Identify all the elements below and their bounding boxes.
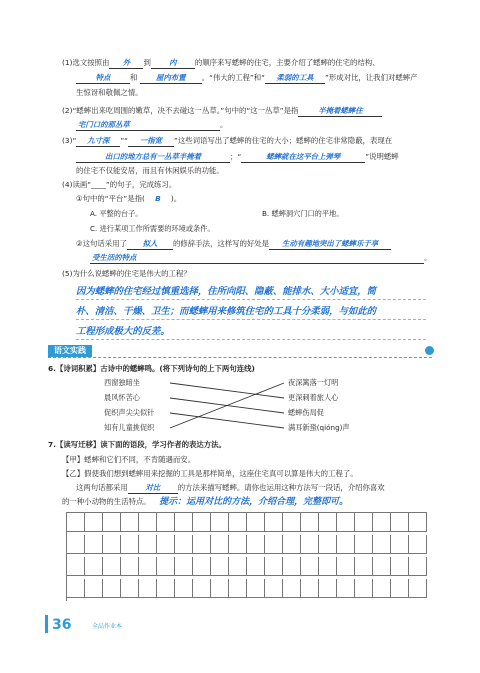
- q4-option-c: C. 进行某项工作所需要的环境或条件。: [90, 224, 215, 233]
- q1-prefix: (1)选文按照由: [62, 58, 110, 67]
- q4-text: (4)读画“: [62, 180, 92, 189]
- writing-grid[interactable]: [66, 512, 427, 601]
- q7-prompt-line2: [62, 497, 348, 507]
- q1-mid: 到: [143, 58, 151, 67]
- q1-answer-3: 特点: [76, 73, 130, 84]
- section-label: 语文实践: [48, 345, 92, 357]
- q6-line-1: [170, 383, 284, 398]
- q3-text-3: ”说明蟋蟀: [365, 152, 399, 161]
- q7-para-yi: 【乙】假使我们想到蟋蟀用来挖掘的工具是那样简单，这座住宅真可以算是伟大的工程了。: [62, 469, 358, 478]
- q5-text: (5)为什么说蟋蟀的住宅是伟大的工程？: [62, 269, 191, 278]
- q7-prompt-line1: [76, 483, 385, 494]
- q1-text-3: ”形成对比，让我们对蟋蟀产: [325, 73, 418, 82]
- q6-line-4: [170, 383, 284, 428]
- q7-prompt-c: 的一种小动物的生活特点。: [62, 497, 151, 506]
- q4-text-2: ”的句子，完成练习。: [105, 180, 177, 189]
- q2-end: 。: [220, 120, 228, 129]
- q1-text-2: 。“伟大的工程”和“: [201, 73, 265, 82]
- q4-sub2-answer-2: 生动有趣地突出了蟋蟀乐于享: [269, 239, 391, 250]
- q3-answer-2: 一指宽: [128, 136, 174, 147]
- grid-row: [67, 579, 427, 598]
- q4-sub2-mid: 的修辞手法，这样写的好处是: [172, 239, 270, 248]
- q7-prompt-b: 的方法来描写蟋蟀。请你也运用这种方法写一段话，介绍你喜欢: [177, 483, 385, 492]
- q7-heading: 7.【读写迁移】读下面的语段，学习作者的表达方法。: [48, 440, 226, 449]
- q2-answer-2: 宅门口的那丛草: [76, 120, 220, 131]
- q6-right-1: 夜深篱落一灯明: [288, 378, 339, 387]
- q1-answer-4: 屋内布置: [140, 73, 202, 84]
- q3-answer-3: 出口的地方总有一丛草半掩着: [76, 152, 230, 163]
- q4-sub1-end: )。: [170, 194, 182, 203]
- q6-right-4: 满耳新蛩(qióng)声: [288, 423, 350, 432]
- q2-answer-1: 半掩着蟋蟀住: [298, 106, 382, 117]
- q4-sub1-answer: B: [155, 194, 161, 203]
- q3-answer-1: 九寸深: [76, 136, 120, 147]
- grid-row: [67, 513, 427, 532]
- q6-line-3: [170, 413, 284, 428]
- q4-sub2-answer-3: 受生活的特点: [90, 253, 424, 264]
- q1-answer-5: 柔弱的工具: [265, 73, 325, 84]
- q6-left-1: 西窗独暗坐: [104, 378, 140, 387]
- q7-hint: 提示：运用对比的方法，介绍合理，完整即可。: [159, 497, 349, 507]
- q7-answer: 对比: [128, 483, 178, 494]
- q3-text-2: ；“: [230, 152, 242, 161]
- q1-text-4: 生惊讶和敬佩之情。: [76, 88, 143, 97]
- q4-sub2-text: ②这句话采用了: [76, 239, 127, 248]
- q3-open: (3)“: [62, 136, 77, 145]
- q4-option-a: A. 平整的台子。: [90, 209, 143, 218]
- q5-answer-line-2: 朴、清洁、干燥、卫生；而蟋蟀用来修筑住宅的工具十分柔弱，与如此的: [76, 306, 377, 317]
- q5-answer-line-3: 工程形成极大的反差。: [76, 326, 170, 337]
- q3-text-1: ”这些词语写出了蟋蟀的住宅的大小；蟋蟀的住宅非常隐蔽，表现在: [173, 136, 393, 145]
- q6-left-2: 晨风怀苦心: [104, 393, 140, 402]
- q6-right-2: 更深刺着旅人心: [288, 393, 339, 402]
- q2-text: (2)“蟋蟀出来吃周围的嫩草，决不去碰这一丛草。”句中的“这一丛草”是指: [62, 106, 299, 115]
- q1-post: 的顺序来写蟋蟀的住宅，主要介绍了蟋蟀的住宅的结构、: [194, 58, 380, 67]
- q5-answer-line-1: 因为蟋蟀的住宅经过慎重选择，住所向阳、隐蔽、能排水、大小适宜，简: [76, 286, 377, 297]
- q1-and: 和: [130, 73, 138, 82]
- q4-sub2-answer: 拟人: [127, 239, 173, 250]
- q4-sub2-end: 。: [424, 253, 432, 262]
- q6-left-4: 知有儿童挑促织: [104, 423, 155, 432]
- q3-answer-4: 蟋蟀就在这平台上弹琴: [241, 152, 365, 163]
- footer-label: 全品作业本: [92, 623, 123, 630]
- q4-sub1-text: ①句中的“平台”是指(: [76, 194, 145, 203]
- q7-prompt-a: 这两句话都采用: [76, 483, 128, 492]
- q6-left-3: 促织声尖尖似针: [104, 408, 155, 417]
- q6-heading: 6.【诗词积累】古诗中的蟋蟀鸣。(将下列诗句的上下两句连线): [48, 364, 255, 373]
- q6-right-3: 蟋蟀伤局促: [288, 408, 324, 417]
- q1-answer-2: 内: [151, 58, 195, 69]
- q3-text-4: 的住宅不仅能安居，而且有休闲娱乐的功能。: [76, 166, 224, 175]
- page-number: 36: [52, 617, 72, 633]
- q4-option-b: B. 蟋蟀洞穴门口的平地。: [262, 209, 344, 218]
- q3-sep: ”“: [120, 136, 128, 145]
- grid-row: [67, 535, 427, 554]
- q1-answer-1: 外: [109, 58, 143, 69]
- q7-para-jia: 【甲】蟋蟀和它们不同，不肯随遇而安。: [62, 455, 196, 464]
- footer-bar: [45, 615, 48, 633]
- grid-row: [67, 557, 427, 576]
- q4-blank: ____: [91, 180, 106, 189]
